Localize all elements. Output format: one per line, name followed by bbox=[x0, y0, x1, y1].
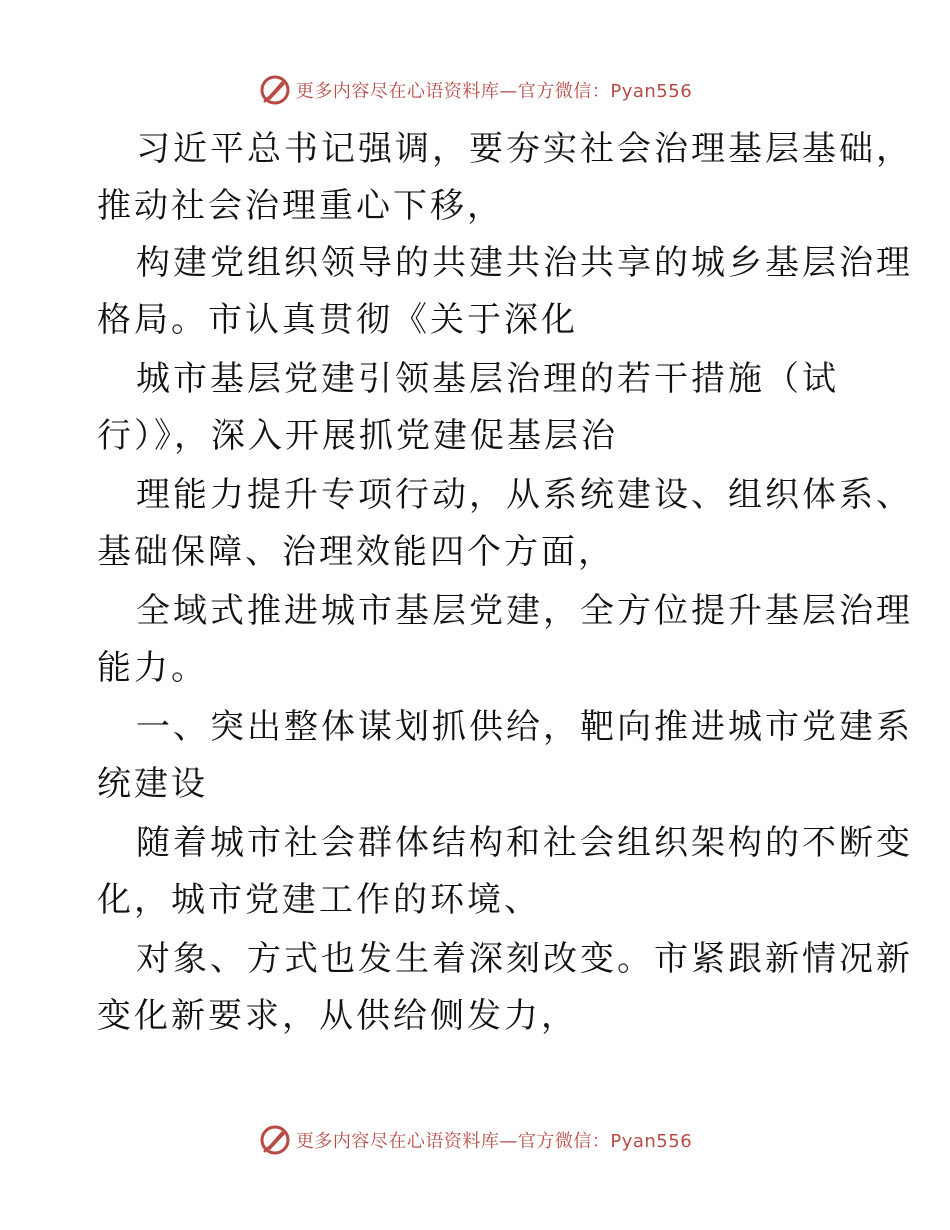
paragraph-line: 习近平总书记强调，要夯实社会治理基层基础， bbox=[136, 129, 913, 169]
paragraph-line: 行）》，深入开展抓党建促基层治 bbox=[97, 416, 618, 456]
watermark-main: 更多内容尽在心语资料库 bbox=[295, 81, 500, 102]
paragraph-line: 随着城市社会群体结构和社会组织架构的不断变 bbox=[136, 823, 913, 863]
paragraph-line: 对象、方式也发生着深刻改变。市紧跟新情况新 bbox=[136, 939, 913, 979]
quill-logo-icon bbox=[258, 73, 292, 107]
watermark-text bbox=[296, 77, 692, 103]
paragraph-line: 城市基层党建引领基层治理的若干措施（试 bbox=[136, 359, 839, 399]
paragraph-line: 格局。市认真贯彻《关于深化 bbox=[97, 300, 578, 340]
header-watermark bbox=[0, 70, 950, 110]
paragraph-line: 基础保障、治理效能四个方面， bbox=[97, 532, 615, 572]
watermark-wechat: 官方微信：Pyan556 bbox=[517, 1131, 693, 1152]
watermark-wechat: 官方微信：Pyan556 bbox=[517, 81, 693, 102]
paragraph-line: 全域式推进城市基层党建，全方位提升基层治理 bbox=[136, 591, 913, 631]
section-heading-line: 一、突出整体谋划抓供给，靶向推进城市党建系 bbox=[136, 707, 913, 747]
paragraph-line: 变化新要求，从供给侧发力， bbox=[97, 996, 578, 1036]
footer-watermark bbox=[0, 1120, 950, 1160]
watermark-main: 更多内容尽在心语资料库 bbox=[295, 1131, 500, 1152]
section-heading-line: 统建设 bbox=[97, 764, 208, 804]
paragraph-line: 化，城市党建工作的环境、 bbox=[97, 880, 541, 920]
watermark-dash: — bbox=[499, 81, 518, 102]
paragraph-line: 能力。 bbox=[97, 648, 208, 688]
paragraph-line: 理能力提升专项行动，从系统建设、组织体系、 bbox=[136, 475, 913, 515]
quill-logo-icon bbox=[258, 1123, 292, 1157]
paragraph-line: 推动社会治理重心下移， bbox=[97, 186, 504, 226]
watermark-text bbox=[296, 1127, 692, 1153]
paragraph-line: 构建党组织领导的共建共治共享的城乡基层治理 bbox=[136, 243, 913, 283]
watermark-dash: — bbox=[499, 1131, 518, 1152]
